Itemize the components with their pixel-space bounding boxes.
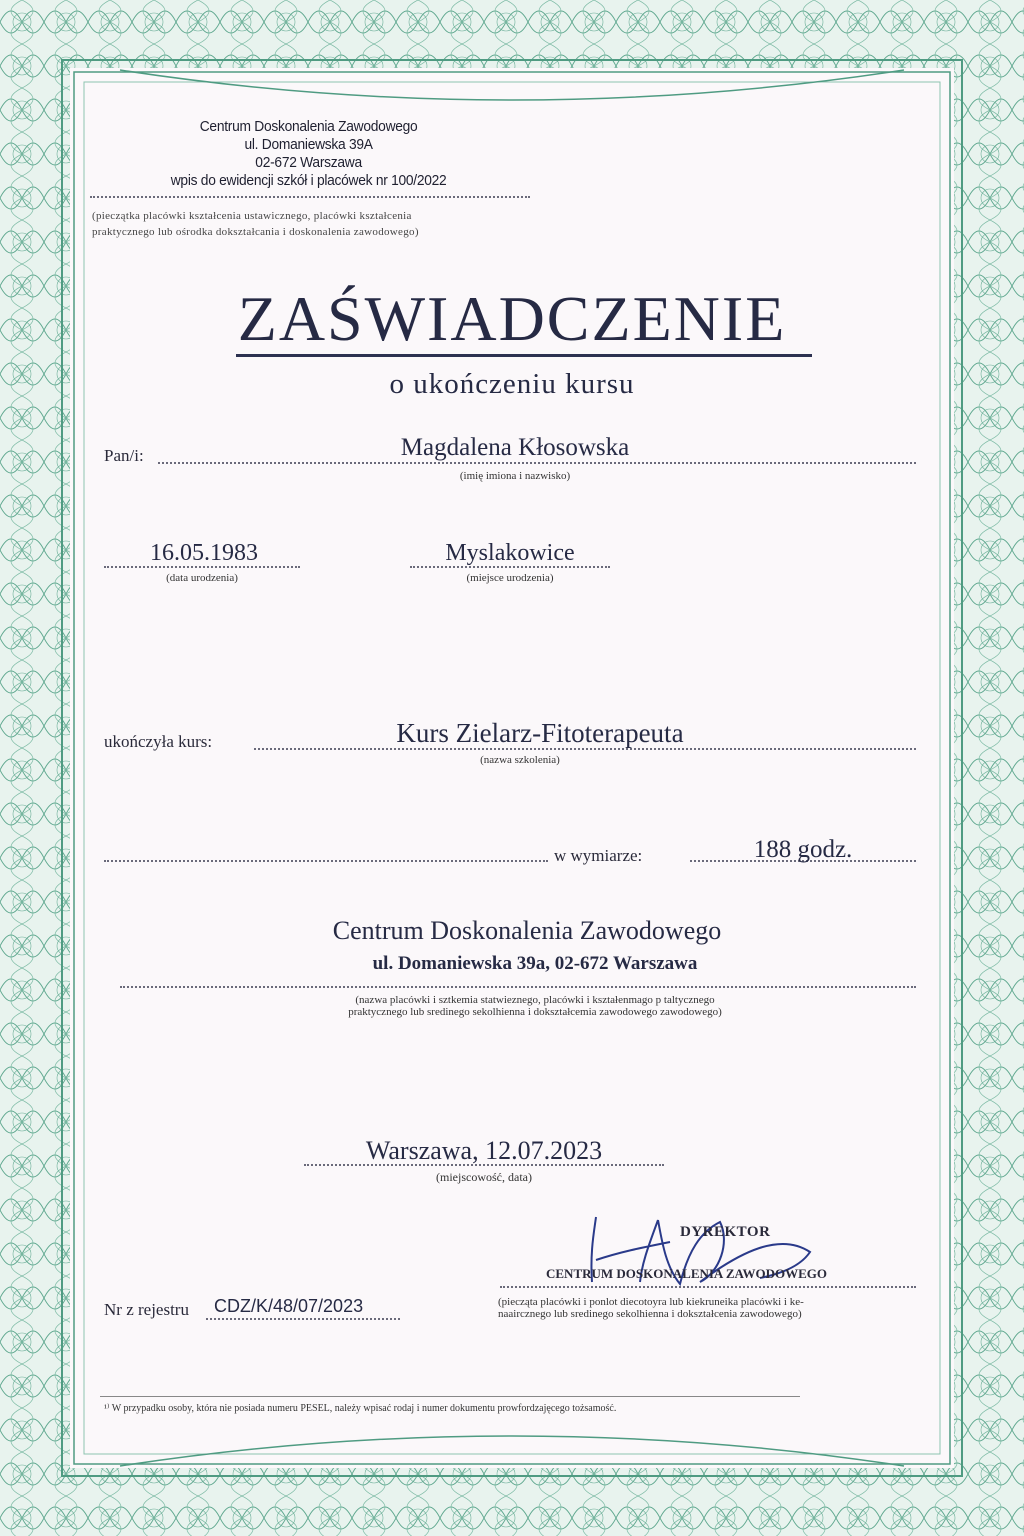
birth-date: 16.05.1983	[150, 540, 258, 566]
document-title: ZAŚWIADCZENIE	[237, 283, 787, 354]
person-name: Magdalena Kłosowska	[400, 434, 630, 461]
course-label: ukończyła kurs:	[104, 732, 213, 751]
institution-caption-line-1: (nazwa placówki i sztkemia statwieznego, placówki i kształenmago p taltycznego	[355, 994, 715, 1006]
person-label: Pan/i:	[104, 446, 144, 465]
birth-date-caption: (data urodzenia)	[166, 572, 238, 584]
director-caption	[498, 1296, 918, 1320]
stamp-caption-line-1: (pieczątka placówki kształcenia ustawicznego, placówki kształcenia	[92, 210, 412, 222]
registry-number: CDZ/K/48/07/2023	[214, 1296, 364, 1316]
hours-value: 188 godz.	[753, 836, 853, 863]
title-underline	[236, 354, 812, 357]
hours-label: w wymiarze:	[554, 846, 643, 865]
person-caption: (imię imiona i nazwisko)	[459, 470, 571, 482]
course-name: Kurs Zielarz-Fitoterapeuta	[396, 718, 684, 748]
stamp-caption-line-2: praktycznego lub ośrodka dokształcania i doskonalenia zawodowego)	[92, 226, 419, 238]
birth-place-dotted-line	[410, 566, 610, 568]
institution-dotted-line	[120, 986, 916, 988]
document-subtitle: o ukończeniu kursu	[389, 368, 635, 400]
stamp-line-4: wpis do ewidencji szkół i placówek nr 100/2022	[170, 172, 447, 189]
stamp-line-3: 02-672 Warszawa	[255, 154, 362, 171]
director-caption-line-1: (piecząta placówki i ponlot diecotoyra lub kiekruneika placówki i ke-	[498, 1296, 804, 1308]
registry-label: Nr z rejestru	[104, 1300, 189, 1319]
stamp-dotted-line	[90, 196, 530, 198]
issue-place-date-dotted-line	[304, 1164, 664, 1166]
footnote-rule	[100, 1396, 800, 1397]
person-dotted-line	[158, 462, 916, 464]
birth-date-dotted-line	[104, 566, 300, 568]
issue-place-date: Warszawa, 12.07.2023	[365, 1136, 603, 1165]
stamp-line-1: Centrum Doskonalenia Zawodowego	[199, 118, 418, 135]
institution-stamp	[120, 118, 497, 190]
director-caption-line-2: naaircznego lub sredinego sekolhienna i dokształcenia zawodowego)	[498, 1308, 802, 1320]
director-title: DYREKTOR	[680, 1224, 771, 1240]
director-dotted-line	[500, 1286, 916, 1288]
issue-place-date-caption: (miejscowość, data)	[436, 1170, 532, 1184]
birth-place: Myslakowice	[445, 540, 575, 566]
course-caption: (nazwa szkolenia)	[480, 754, 560, 766]
hours-left-dotted-line	[104, 860, 548, 862]
stamp-caption	[92, 208, 419, 240]
registry-dotted-line	[206, 1318, 400, 1320]
birth-place-caption: (miejsce urodzenia)	[466, 572, 554, 584]
institution-address: ul. Domaniewska 39a, 02-672 Warszawa	[372, 953, 698, 974]
footnote: ¹⁾ W przypadku osoby, która nie posiada numeru PESEL, należy wpisać rodaj i numer dokumentu prowfordzajęcego tożsamość.	[104, 1403, 617, 1414]
institution-name: Centrum Doskonalenia Zawodowego	[332, 916, 722, 945]
stamp-line-2: ul. Domaniewska 39A	[244, 136, 373, 153]
director-organization: CENTRUM DOSKONALENIA ZAWODOWEGO	[546, 1266, 827, 1281]
institution-caption-line-2: praktycznego lub sredinego sekolhienna i dokształcemia zawodowego zawodowego)	[348, 1006, 722, 1018]
institution-caption	[0, 994, 1024, 1018]
